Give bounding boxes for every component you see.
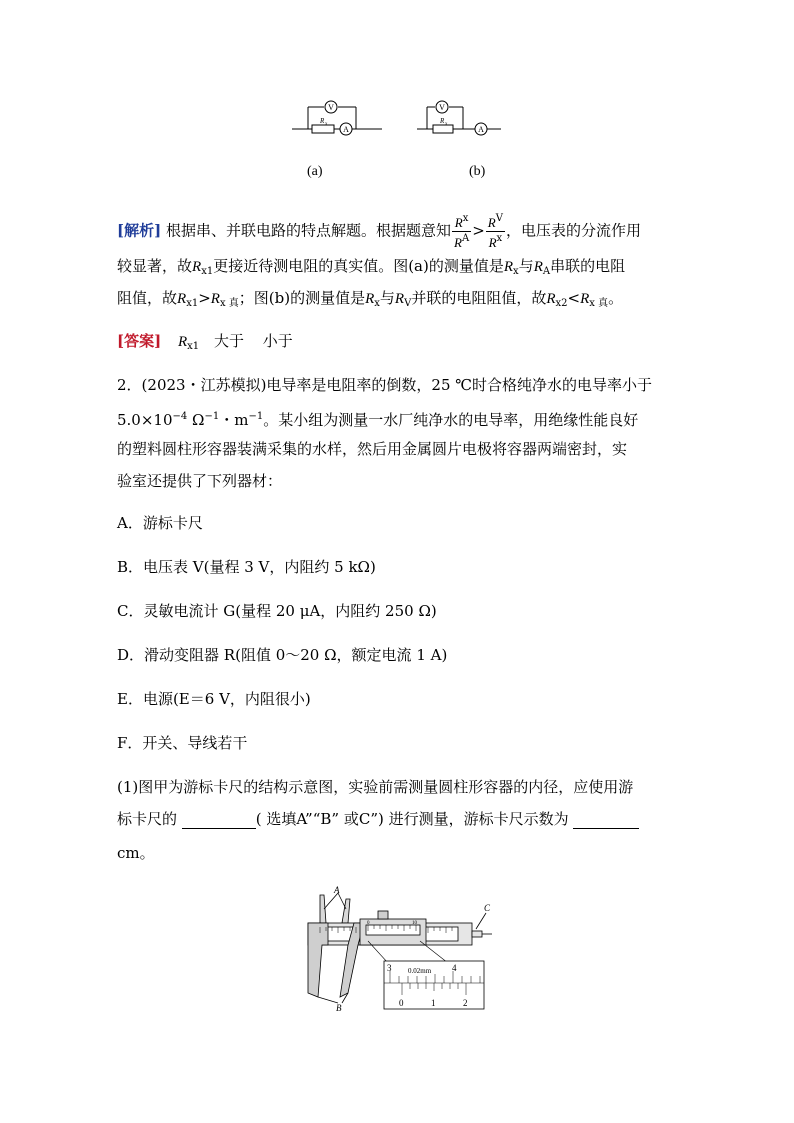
voltmeter-label-b: V: [439, 103, 445, 112]
fraction-rx-ra: $\frac{R^x}{R^A}$: [454, 213, 470, 250]
caption-b: (b): [469, 164, 486, 179]
resistor-label: R: [320, 117, 325, 125]
analysis-text: 根据串、并联电路的特点解题。根据题意知: [165, 221, 451, 240]
top-scale-10: 10: [412, 921, 417, 926]
answer-tag: [答案]: [117, 332, 162, 350]
top-scale-0: 0: [367, 921, 370, 926]
part1-line-1: (1)图甲为游标卡尺的结构示意图，实验前需测量圆柱形容器的内径，应使用游: [117, 778, 634, 796]
magnified-main-3: 3: [387, 963, 392, 973]
analysis-line-1: [解析] 根据串、并联电路的特点解题。根据题意知 $\frac{R^x}{R^A}$ > $\frac{R^V}{R^x}$ ，电压表的分流作用: [117, 213, 641, 250]
caption-a: (a): [307, 164, 323, 179]
voltmeter-label: V: [328, 103, 334, 112]
magnified-vernier-0: 0: [399, 998, 404, 1008]
question-line-1: 2．(2023・江苏模拟)电导率是电阻率的倒数，25 ℃时合格纯净水的电导率小于: [117, 376, 653, 394]
label-c: C: [484, 903, 491, 913]
answer-blank-2[interactable]: [573, 812, 639, 829]
answer-line: [答案] $R_{x1}$ 大于 小于: [117, 332, 293, 352]
fraction-rv-rx: $\frac{R^V}{R^x}$: [487, 213, 503, 250]
magnified-main-4: 4: [452, 963, 457, 973]
resistor-sub-b: x: [445, 122, 448, 127]
ammeter-label: A: [343, 125, 349, 134]
vernier-caliper-diagram: [298, 885, 498, 1013]
option-e: E．电源(E＝6 V，内阻很小): [117, 690, 311, 708]
option-f: F．开关、导线若干: [117, 734, 248, 752]
question-line-3: 的塑料圆柱形容器装满采集的水样，然后用金属圆片电极将容器两端密封，实: [117, 440, 628, 458]
resistor-sub: x: [325, 122, 328, 127]
resistor-label-b: R: [440, 117, 445, 125]
option-b: B．电压表 V(量程 3 V，内阻约 5 kΩ): [117, 558, 376, 576]
option-d: D．滑动变阻器 R(阻值 0～20 Ω，额定电流 1 A): [117, 646, 448, 664]
precision-label: 0.02mm: [408, 967, 432, 975]
part1-line-3: cm。: [117, 844, 155, 862]
part1-line-2: 标卡尺的 ( 选填A”“B” 或C”) 进行测量，游标卡尺示数为: [117, 809, 639, 829]
ammeter-label-b: A: [478, 125, 484, 134]
analysis-line-3: 阻值，故$R_{x1}>R_{x 真}$；图(b)的测量值是$R_x$与$R_V$并联的电阻阻值，故$R_{x2}<R_{x 真}$。: [117, 289, 624, 309]
label-a: A: [334, 885, 340, 895]
question-line-2: $5.0\times 10^{-4}$ $\Omega^{-1}$・$m^{-1}$。某小组为测量一水厂纯净水的电导率，用绝缘性能良好: [117, 411, 639, 429]
magnified-vernier-1: 1: [431, 998, 436, 1008]
magnified-vernier-2: 2: [463, 998, 468, 1008]
option-a: A．游标卡尺: [117, 514, 203, 532]
circuit-figure-a: [290, 95, 390, 145]
circuit-figure-b: [413, 95, 513, 145]
analysis-tag: [解析]: [117, 221, 162, 240]
label-b: B: [336, 1003, 342, 1013]
question-line-4: 验室还提供了下列器材：: [117, 472, 283, 490]
analysis-line-2: 较显著，故$R_{x1}$更接近待测电阻的真实值。图(a)的测量值是$R_x$与$R_A$串联的电阻: [117, 257, 626, 277]
answer-blank-1[interactable]: [182, 812, 256, 829]
option-c: C．灵敏电流计 G(量程 20 μA，内阻约 250 Ω): [117, 602, 437, 620]
